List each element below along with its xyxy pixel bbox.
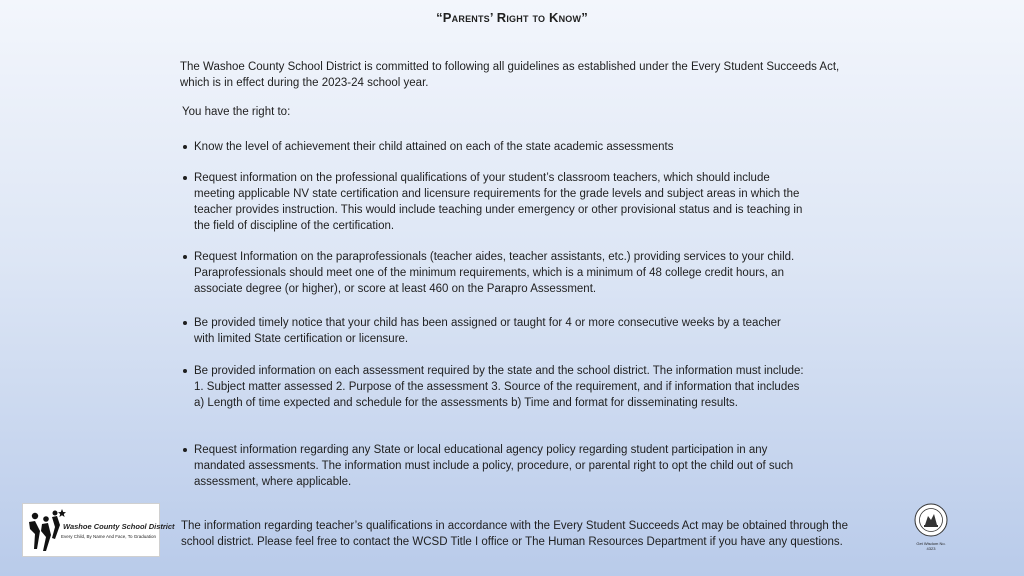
rights-heading: You have the right to: [182, 106, 291, 118]
page-title: “Parents’ Right to Know” [436, 10, 588, 25]
bullet-achievement: Know the level of achievement their child attained on each of the state academic assessments [194, 139, 804, 155]
bullet-opt-out-policy: Request information regarding any State or local educational agency policy regarding student participation in any mandated assessments. The information must include a policy, procedure, or parental right to opt the child out of such assessment, where applicable. [194, 442, 804, 490]
logo-district-name: Washoe County School District [63, 522, 175, 531]
bullet-limited-certification: Be provided timely notice that your child has been assigned or taught for 4 or more consecutive weeks by a teacher with limited State certification or licensure. [194, 315, 804, 347]
logo-tagline: Every Child, By Name And Face, To Graduation [61, 534, 156, 539]
bullet-paraprofessionals: Request Information on the paraprofessionals (teacher aides, teacher assistants, etc.) providing services to your child. Paraprofessionals should meet one of the minimum requirements, which is a minimum of 48 college credit hours, an associate degree (or higher), or score at least 460 on the Parapro Assessment. [194, 249, 804, 297]
footer-contact-note: The information regarding teacher’s qualifications in accordance with the Every Student Succeeds Act may be obtained through the school district. Please feel free to contact the WCSD Title I office or The Human Resources Department if you have any questions. [181, 520, 848, 548]
intro-paragraph: The Washoe County School District is committed to following all guidelines as established under the Every Student Succeeds Act, which is in effect during the 2023-24 school year. [180, 61, 840, 89]
seal-icon [914, 503, 948, 537]
student-figures-icon [26, 507, 66, 553]
bullet-teacher-qualifications: Request information on the professional qualifications of your student’s classroom teachers, which should include meeting applicable NV state certification and licensure requirements for the grade levels and subject areas in which the teacher provides instruction. This would include teaching under emergency or other provisional status and is teaching in the field of discipline of the certification. [194, 172, 803, 232]
seal-caption: Get Wisdom No. 4323 [916, 541, 946, 551]
bullet-assessment-info: Be provided information on each assessment required by the state and the school district. The information must include: 1. Subject matter assessed 2. Purpose of the assessment 3. Source of the requirement, and if information that includes a) Length of time expected and schedule for the assessments b) Time and format for disseminating results. [194, 365, 804, 409]
district-logo [22, 503, 175, 557]
